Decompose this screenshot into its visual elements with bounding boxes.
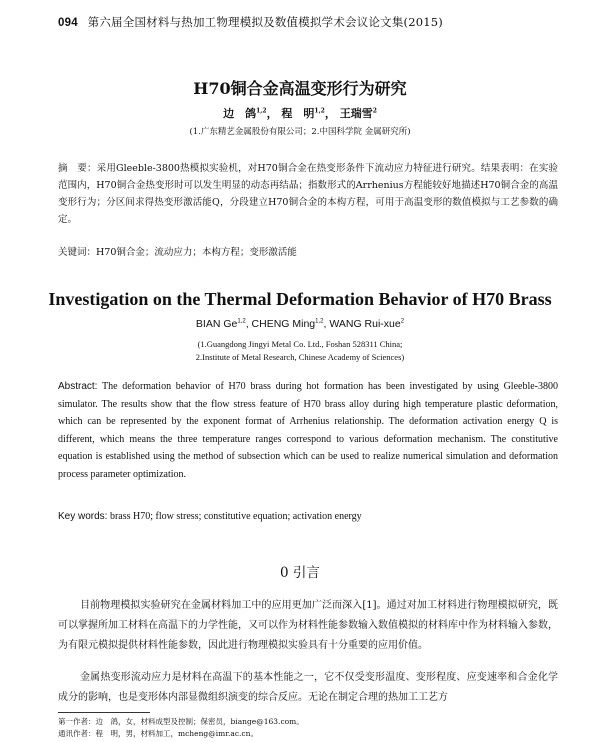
paper-title-en: Investigation on the Thermal Deformation Behavior of H70 Brass [48, 289, 552, 309]
footnote-divider [58, 712, 150, 713]
keywords-zh [58, 244, 558, 258]
author-en-2: CHENG Ming [251, 318, 316, 330]
page-number: 094 [58, 17, 78, 29]
author-zh-1: 边 鸽 [223, 107, 257, 120]
keywords-en-text: brass H70; flow stress; constitutive equation; activation energy [109, 511, 362, 522]
abstract-zh-label: 摘 要： [58, 163, 97, 174]
author-en-3-affil: 2 [400, 318, 405, 325]
footnote-corresponding-author: 通讯作者：程 明，男，材料加工，mcheng@imr.ac.cn。 [58, 729, 258, 738]
author-zh-1-affil: 1,2 [256, 107, 267, 115]
author-zh-2-affil: 1,2 [314, 107, 325, 115]
authors-en: BIAN Ge$^{1,2}$, CHENG Ming$^{1,2}$, WANG Rui-xue$^2$ [195, 318, 405, 330]
author-zh-3: 王瑞雪 [339, 107, 373, 120]
authors-zh: 边 鸽$^{1,2}$， 程 明$^{1,2}$， 王瑞雪$^2$ [223, 107, 377, 120]
author-en-1-affil: 1,2 [237, 318, 246, 325]
affiliation-en-line-1: (1.Guangdong Jingyi Metal Co. Ltd., Foshan 528311 China; [197, 339, 403, 349]
paper-title-zh: H70铜合金高温变形行为研究 [193, 79, 407, 98]
abstract-zh [58, 160, 558, 228]
abstract-en-label: Abstract: [58, 381, 98, 392]
author-en-3: WANG Rui-xue [329, 318, 401, 330]
author-en-2-affil: 1,2 [315, 318, 324, 325]
keywords-zh-text: H70铜合金；流动应力；本构方程；变形激活能 [96, 247, 297, 258]
author-en-1: BIAN Ge [195, 318, 238, 330]
abstract-en [58, 378, 558, 483]
running-header [58, 14, 443, 30]
keywords-en [58, 511, 558, 522]
abstract-en-text: The deformation behavior of H70 brass during hot formation has been investigated by using Gleeble-3800 simulator. The results show that the flow stress feature of H70 brass alloy during high temperature plastic deformation, which can be represented by the exponent format of Arrhenius relationship. The deformation activation energy Q is different, which means the three temperature ranges correspond to various deformation mechanism. The constitutive equation is established using the method of subsection which can be used to realize numerical simulation and deformation process parameter optimization. [58, 381, 559, 480]
keywords-en-label: Key words: [58, 511, 108, 522]
author-zh-2: 程 明 [281, 107, 315, 120]
affiliation-zh: (1.广东精艺金属股份有限公司；2.中国科学院 金属研究所) [189, 127, 411, 137]
author-zh-3-affil: 2 [372, 107, 377, 115]
body-paragraph-1: 目前物理模拟实验研究在金属材料加工中的应用更加广泛而深入[1]。通过对加工材料进行物理模拟研究，既可以掌握所加工材料在高温下的力学性能，又可以作为材料性能参数输入数值模拟的材料库中作为材料输入参数，为有限元模拟提供材料性能参数，因此进行物理模拟实验具有十分重要的应用价值。 [58, 600, 558, 651]
affiliation-en-line-2: 2.Institute of Metal Research, Chinese Academy of Sciences) [195, 352, 405, 362]
journal-title: 第六届全国材料与热加工物理模拟及数值模拟学术会议论文集(2015) [87, 15, 443, 29]
footnote-first-author: 第一作者：边 鸽，女，材料成型及控制；保密员，biange@163.com。 [58, 717, 304, 726]
section-heading-introduction: 0 引言 [280, 565, 320, 581]
keywords-zh-label: 关键词： [58, 247, 97, 258]
body-paragraph-2: 金属热变形流动应力是材料在高温下的基本性能之一，它不仅受变形温度、变形程度、应变速率和合金化学成分的影响，也是变形体内部显微组织演变的综合反应。无论在制定合理的热加工工艺方 [58, 672, 558, 703]
abstract-zh-text: 采用Gleeble-3800热模拟实验机，对H70铜合金在热变形条件下流动应力特征进行研究。结果表明：在实验范围内，H70铜合金热变形时可以发生明显的动态再结晶；指数形式的Arrhenius方程能较好地描述H70铜合金的高温变形行为；分区间求得热变形激活能Q，分段建立H70铜合金的本构方程，可用于高温变形的数值模拟与工艺参数的确定。 [58, 163, 558, 225]
